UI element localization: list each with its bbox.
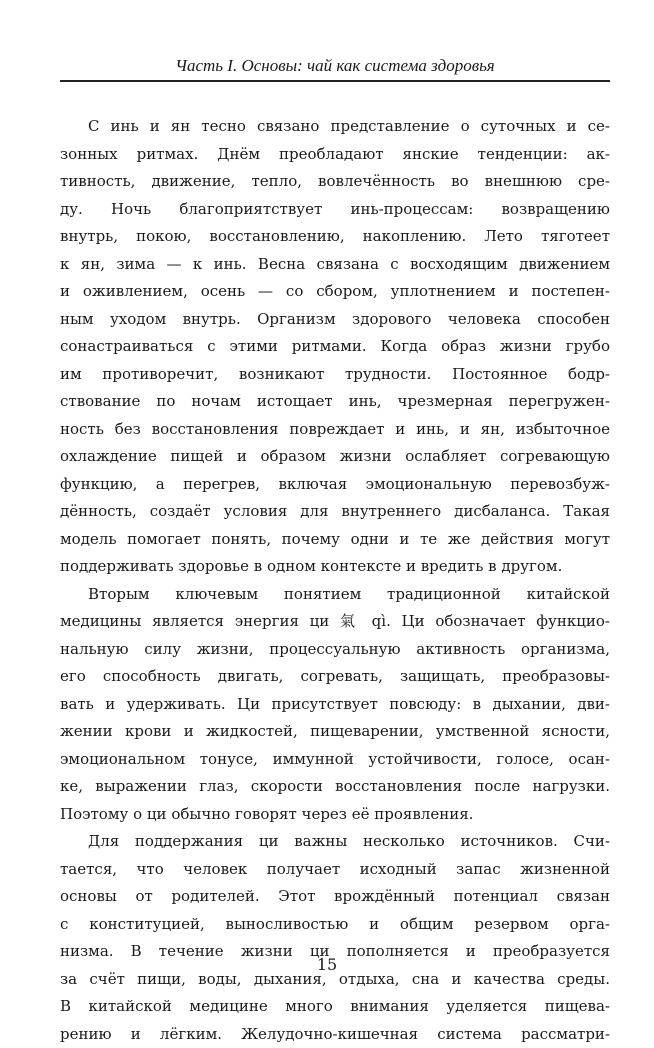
running-header: Часть I. Основы: чай как система здоровья — [60, 56, 610, 76]
text-line: ность без восстановления повреждает и инь, и ян, избыточное — [60, 416, 610, 444]
text-line: и оживлением, осень — со сбором, уплотнением и постепен- — [60, 278, 610, 306]
text-line: ствование по ночам истощает инь, чрезмерная перегружен- — [60, 388, 610, 416]
text-line: зонных ритмах. Днём преобладают янские тенденции: ак- — [60, 141, 610, 169]
text-line: модель помогает понять, почему одни и те же действия могут — [60, 526, 610, 554]
text-line: им противоречит, возникают трудности. Постоянное бодр- — [60, 361, 610, 389]
paragraph-1 — [60, 113, 610, 581]
text-line: функцию, а перегрев, включая эмоциональную перевозбуж- — [60, 471, 610, 499]
text-line: жении крови и жидкостей, пищеварении, умственной ясности, — [60, 718, 610, 746]
text-line: Поэтому о ци обычно говорят через её проявления. — [60, 801, 610, 829]
text-line: Вторым ключевым понятием традиционной китайской — [60, 581, 610, 609]
text-line: дённость, создаёт условия для внутреннего дисбаланса. Такая — [60, 498, 610, 526]
text-line: с конституцией, выносливостью и общим резервом орга- — [60, 911, 610, 939]
text-line: охлаждение пищей и образом жизни ослабляет согревающую — [60, 443, 610, 471]
text-line: к ян, зима — к инь. Весна связана с восходящим движением — [60, 251, 610, 279]
text-line: ным уходом внутрь. Организм здорового человека способен — [60, 306, 610, 334]
text-line: С инь и ян тесно связано представление о суточных и се- — [60, 113, 610, 141]
text-line: низма. В течение жизни ци пополняется и преобразуется — [60, 938, 610, 966]
text-line: его способность двигать, согревать, защищать, преобразовы- — [60, 663, 610, 691]
text-line: сонастраиваться с этими ритмами. Когда образ жизни грубо — [60, 333, 610, 361]
text-line: поддерживать здоровье в одном контексте и вредить в другом. — [60, 553, 610, 581]
text-line: рению и лёгким. Желудочно-кишечная система рассматри- — [60, 1021, 610, 1048]
text-line: за счёт пищи, воды, дыхания, отдыха, сна и качества среды. — [60, 966, 610, 994]
text-line: тивность, движение, тепло, вовлечённость во внешнюю сре- — [60, 168, 610, 196]
text-line: ке, выражении глаз, скорости восстановления после нагрузки. — [60, 773, 610, 801]
text-line: основы от родителей. Этот врождённый потенциал связан — [60, 883, 610, 911]
text-line: эмоциональном тонусе, иммунной устойчивости, голосе, осан- — [60, 746, 610, 774]
page-number: 15 — [0, 955, 654, 975]
text-line: нальную силу жизни, процессуальную активность организма, — [60, 636, 610, 664]
paragraph-2 — [60, 581, 610, 829]
text-line: ду. Ночь благоприятствует инь-процессам: возвращению — [60, 196, 610, 224]
text-line: внутрь, покою, восстановлению, накоплению. Лето тяготеет — [60, 223, 610, 251]
text-line: вать и удерживать. Ци присутствует повсюду: в дыхании, дви- — [60, 691, 610, 719]
text-line: тается, что человек получает исходный запас жизненной — [60, 856, 610, 884]
text-line: Для поддержания ци важны несколько источников. Счи- — [60, 828, 610, 856]
body-text — [60, 113, 610, 1048]
text-line: В китайской медицине много внимания уделяется пищева- — [60, 993, 610, 1021]
text-line: медицины является энергия ци 氣 qì. Ци обозначает функцио- — [60, 608, 610, 636]
header-rule — [60, 80, 610, 82]
paragraph-3 — [60, 828, 610, 1048]
